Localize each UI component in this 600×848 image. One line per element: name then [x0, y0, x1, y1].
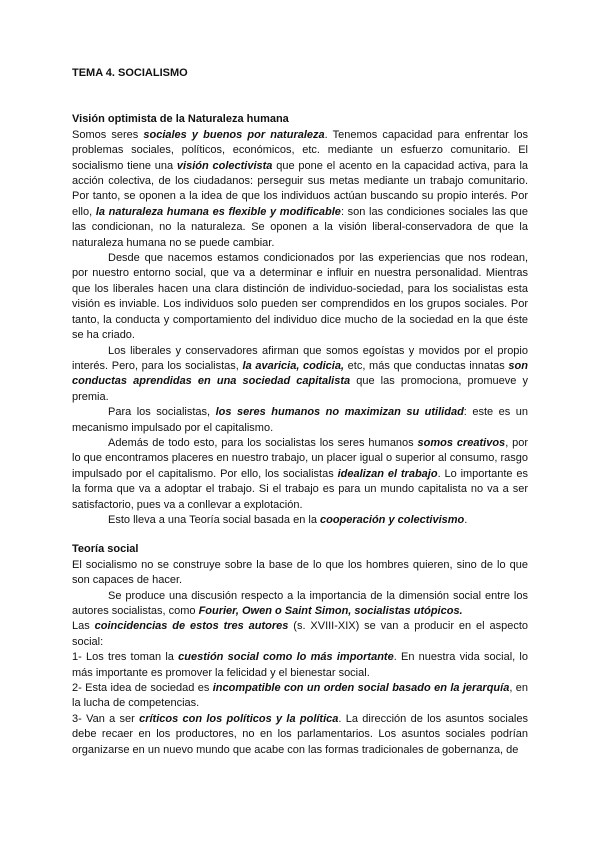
paragraph: Además de todo esto, para los socialistas los seres humanos somos creativos, por lo que encontramos placeres en nuestro trabajo, un placer igual o superior al consumo, rasgo impulsado por el capitalismo. Por ello, los socialistas idealizan el trabajo. Lo importante es la forma que va a adoptar el trabajo. Si el trabajo es para un mundo capitalista no va a ser satisfactorio, pues va a conllevar a explotación.: [72, 436, 529, 511]
list-item: 3- Van a ser críticos con los políticos y la política. La dirección de los asuntos sociales debe recaer en los productores, no en los parlamentarios. Los asuntos sociales podrían organizarse en un nuevo mundo que acabe con las formas tradicionales de gobernanza, de: [72, 712, 528, 756]
section-spacer: [72, 528, 528, 542]
paragraph: Las coincidencias de estos tres autores (s. XVIII-XIX) se van a producir en el aspecto social:: [72, 620, 528, 648]
paragraph: El socialismo no se construye sobre la base de lo que los hombres quieren, sino de lo que son capaces de hacer.: [72, 558, 528, 587]
document-title: TEMA 4. SOCIALISMO: [72, 67, 188, 79]
section-heading-teoria: Teoría social: [72, 543, 139, 556]
paragraph: Desde que nacemos estamos condicionados por las experiencias que nos rodean, por nuestro entorno social, que va a determinar e influir en nuestra personalidad. Mientras que los liberales hacen una clara distinción de individuo-sociedad, para los socialistas esta visión es inviable. Los individuos solo pueden ser comprendidos en los grupos sociales. Por tanto, la conducta y comportamiento del individuo dice mucho de la sociedad en la que éste se ha criado.: [72, 252, 528, 342]
document-page: [72, 66, 528, 758]
paragraph: Se produce una discusión respecto a la importancia de la dimensión social entre los autores socialistas, como Fourier, Owen o Saint Simon, socialistas utópicos.: [72, 589, 528, 617]
list-item: 1- Los tres toman la cuestión social como lo más importante. En nuestra vida social, lo más importante es promover la felicidad y el bienestar social.: [72, 651, 528, 679]
paragraph: Esto lleva a una Teoría social basada en la cooperación y colectivismo.: [108, 513, 468, 526]
list-item: 2- Esta idea de sociedad es incompatible con un orden social basado en la jerarquía, en la lucha de competencias.: [72, 682, 529, 710]
paragraph: Somos seres sociales y buenos por naturaleza. Tenemos capacidad para enfrentar los problemas sociales, políticos, económicos, etc. mediante un esfuerzo comunitario. El socialismo tiene una visión colectivista que pone el acento en la capacidad activa, para la acción colectiva, de los ciudadanos: perseguir sus metas mediante un trabajo comunitario. Por tanto, se oponen a la idea de que los individuos actúan buscando su propio interés. Por ello, la naturaleza humana es flexible y modificable: son las condiciones sociales las que las condicionan, no la naturaleza. Se oponen a la visión liberal-conservadora de que la naturaleza humana no se puede cambiar.: [72, 128, 528, 249]
paragraph: Para los socialistas, los seres humanos no maximizan su utilidad: este es un mecanismo impulsado por el capitalismo.: [72, 406, 529, 434]
paragraph: Los liberales y conservadores afirman que somos egoístas y movidos por el propio interés. Pero, para los socialistas, la avaricia, codicia, etc, más que conductas innatas son conductas aprendidas en una sociedad capitalista que las promociona, promueve y premia.: [72, 344, 528, 403]
section-heading-vision: Visión optimista de la Naturaleza humana: [72, 113, 289, 126]
